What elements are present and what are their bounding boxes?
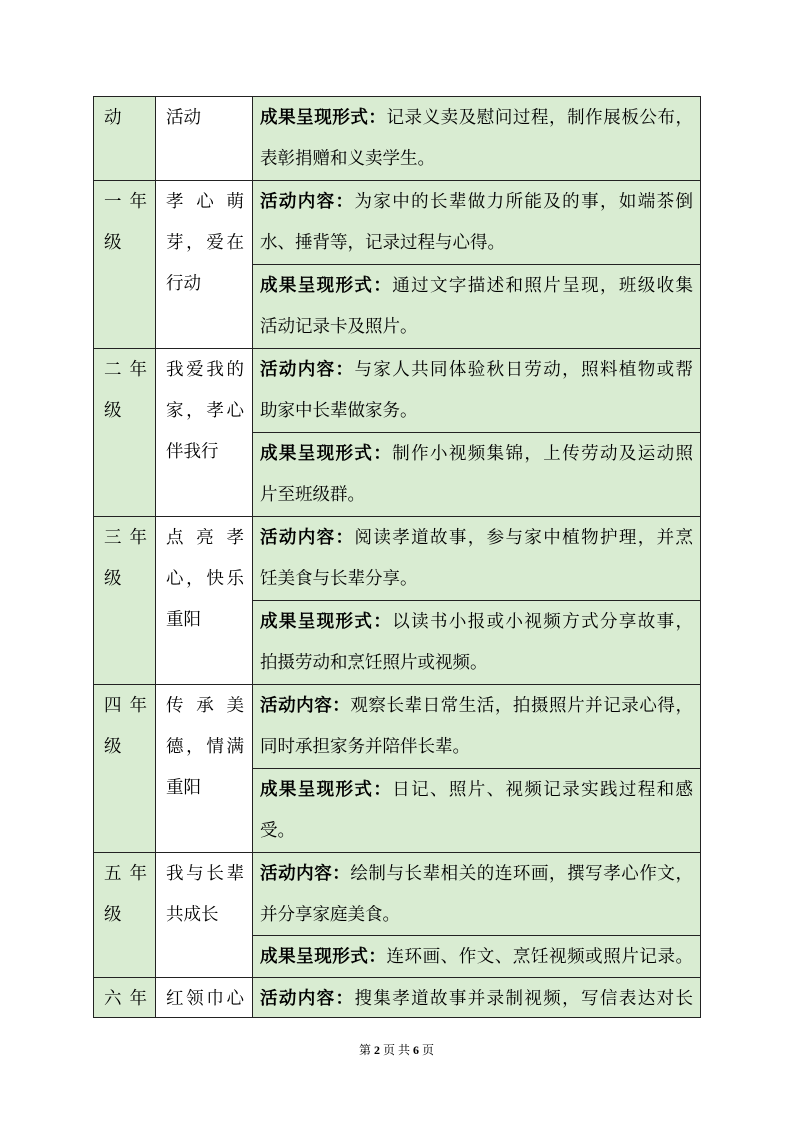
activity-content-text: 为家中的长辈做力所能及的事，如端茶倒 [354,191,694,211]
result-form-text: 拍摄劳动和烹饪照片或视频。 [260,652,488,672]
result-form-text: 制作小视频集锦，上传劳动及运动照 [392,443,694,463]
result-form-label: 成果呈现形式： [260,443,393,463]
footer-suffix: 页 [422,1043,435,1057]
text-line [260,894,693,935]
grade-text: 五年级 [104,863,147,924]
text-line [260,978,693,1017]
result-form-text: 日记、照片、视频记录实践过程和感 [392,779,694,799]
result-form-text: 以读书小报或小视频方式分享故事， [392,611,694,631]
theme-cell [156,349,252,516]
grade-text: 一年级 [104,191,147,252]
activity-content-label: 活动内容： [260,988,355,1008]
text-line [260,433,693,474]
text-line [260,306,693,347]
activity-content-text: 助家中长辈做家务。 [260,400,418,420]
result-form-text: 连环画、作文、烹饪视频或照片记录。 [386,946,694,966]
result-form-cell [253,936,700,977]
text-line [260,726,693,767]
result-form-cell [253,265,700,348]
result-form-cell [253,97,700,180]
activity-content-cell [253,181,700,264]
text-line [260,97,693,138]
theme-text: 活动 [166,107,201,127]
grade-cell [94,97,155,180]
activity-content-label: 活动内容： [260,527,355,547]
activity-content-text: 阅读孝道故事，参与家中植物护理，并烹 [354,527,694,547]
activity-content-label: 活动内容： [260,695,351,715]
footer-middle: 页 共 [382,1043,410,1057]
result-form-text: 通过文字描述和照片呈现，班级收集 [392,275,694,295]
activity-content-text: 绘制与长辈相关的连环画，撰写孝心作文， [350,863,694,883]
result-form-label: 成果呈现形式： [260,779,393,799]
result-form-cell [253,601,700,684]
grade-cell [94,517,155,684]
result-form-label: 成果呈现形式： [260,611,393,631]
grade-cell [94,685,155,852]
text-line [260,936,693,977]
result-form-label: 成果呈现形式： [260,946,387,966]
theme-cell [156,181,252,348]
theme-cell [156,978,252,1017]
theme-cell [156,97,252,180]
text-line [260,181,693,222]
grade-cell [94,978,155,1017]
grade-cell [94,181,155,348]
grade-text: 三年级 [104,527,147,588]
activity-content-label: 活动内容： [260,863,351,883]
activity-content-label: 活动内容： [260,191,355,211]
theme-text: 红领巾心 [166,988,244,1008]
text-line [260,138,693,179]
result-form-cell [253,769,700,852]
result-form-text: 记录义卖及慰问过程，制作展板公布， [386,107,694,127]
grade-text: 二年级 [104,359,147,420]
result-form-text: 表彰捐赠和义卖学生。 [260,148,435,168]
text-line [260,810,693,851]
grade-text: 六年 [104,988,147,1008]
text-line [260,601,693,642]
text-line [260,222,693,263]
theme-text: 我与长辈共成长 [166,863,244,924]
text-line [260,558,693,599]
total-pages: 6 [413,1043,419,1057]
grade-text: 四年级 [104,695,147,756]
activity-content-text: 水、捶背等，记录过程与心得。 [260,232,505,252]
activity-content-text: 饪美食与长辈分享。 [260,568,418,588]
text-line [260,685,693,726]
activity-content-label: 活动内容： [260,359,355,379]
activity-content-text: 搜集孝道故事并录制视频，写信表达对长 [354,988,694,1008]
activity-content-cell [253,853,700,935]
activity-content-text: 同时承担家务并陪伴长辈。 [260,736,470,756]
text-line [260,769,693,810]
theme-text: 我爱我的家，孝心伴我行 [166,359,244,461]
result-form-label: 成果呈现形式： [260,275,393,295]
grade-cell [94,853,155,977]
page-footer [0,1042,793,1058]
text-line [260,265,693,306]
activity-content-cell [253,349,700,432]
theme-text: 点亮孝心，快乐重阳 [166,527,244,629]
activity-content-cell [253,685,700,768]
result-form-label: 成果呈现形式： [260,107,387,127]
activity-content-cell [253,517,700,600]
activity-content-text: 观察长辈日常生活，拍摄照片并记录心得， [350,695,694,715]
result-form-text: 活动记录卡及照片。 [260,316,418,336]
text-line [260,349,693,390]
result-form-cell [253,433,700,516]
text-line [260,642,693,683]
theme-cell [156,685,252,852]
activity-content-cell [253,978,700,1017]
grade-text: 动 [104,107,122,127]
theme-cell [156,517,252,684]
text-line [260,853,693,894]
theme-text: 孝心萌芽，爱在行动 [166,191,244,293]
text-line [260,390,693,431]
activity-content-text: 与家人共同体验秋日劳动，照料植物或帮 [354,359,694,379]
result-form-text: 受。 [260,820,295,840]
page-number: 2 [373,1043,380,1057]
activity-content-text: 并分享家庭美食。 [260,904,400,924]
text-line [260,474,693,515]
theme-text: 传承美德，情满重阳 [166,695,244,797]
result-form-text: 片至班级群。 [260,484,365,504]
theme-cell [156,853,252,977]
text-line [260,517,693,558]
activity-table [93,96,701,1018]
grade-cell [94,349,155,516]
footer-prefix: 第 [358,1043,371,1057]
